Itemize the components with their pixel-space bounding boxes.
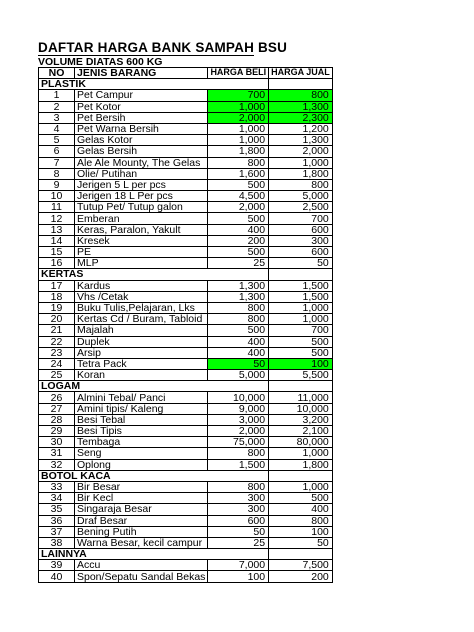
table-row bbox=[39, 426, 333, 437]
table-row bbox=[39, 437, 333, 448]
category-empty-cell bbox=[208, 470, 269, 481]
buy-price: 1,500 bbox=[208, 459, 269, 470]
table-row bbox=[39, 258, 333, 269]
buy-price: 2,000 bbox=[208, 202, 269, 213]
table-row bbox=[39, 314, 333, 325]
table-row bbox=[39, 112, 333, 123]
sell-price: 100 bbox=[269, 358, 333, 369]
sell-price: 800 bbox=[269, 515, 333, 526]
item-name: Besi Tebal bbox=[75, 414, 208, 425]
table-header-row bbox=[39, 68, 333, 79]
item-name: Vhs /Cetak bbox=[75, 291, 208, 302]
row-number: 28 bbox=[39, 414, 75, 425]
item-name: Majalah bbox=[75, 325, 208, 336]
buy-price: 1,000 bbox=[208, 123, 269, 134]
buy-price: 1,000 bbox=[208, 135, 269, 146]
row-number: 2 bbox=[39, 101, 75, 112]
item-name: Amini tipis/ Kaleng bbox=[75, 403, 208, 414]
row-number: 10 bbox=[39, 191, 75, 202]
buy-price: 400 bbox=[208, 224, 269, 235]
item-name: MLP bbox=[75, 258, 208, 269]
buy-price: 4,500 bbox=[208, 191, 269, 202]
row-number: 32 bbox=[39, 459, 75, 470]
sell-price: 600 bbox=[269, 224, 333, 235]
category-row bbox=[39, 549, 333, 560]
buy-price: 300 bbox=[208, 504, 269, 515]
item-name: Jerigen 5 L per pcs bbox=[75, 179, 208, 190]
sell-price: 700 bbox=[269, 213, 333, 224]
row-number: 38 bbox=[39, 537, 75, 548]
header-item: JENIS BARANG bbox=[75, 68, 208, 79]
item-name: Duplek bbox=[75, 336, 208, 347]
table-row bbox=[39, 291, 333, 302]
item-name: Oplong bbox=[75, 459, 208, 470]
row-number: 14 bbox=[39, 235, 75, 246]
sell-price: 5,000 bbox=[269, 191, 333, 202]
header-no: NO bbox=[39, 68, 75, 79]
buy-price: 1,300 bbox=[208, 291, 269, 302]
sell-price: 300 bbox=[269, 235, 333, 246]
table-row bbox=[39, 347, 333, 358]
buy-price: 400 bbox=[208, 336, 269, 347]
item-name: Pet Bersih bbox=[75, 112, 208, 123]
table-row bbox=[39, 336, 333, 347]
table-row bbox=[39, 370, 333, 381]
row-number: 5 bbox=[39, 135, 75, 146]
table-row bbox=[39, 90, 333, 101]
sell-price: 1,500 bbox=[269, 280, 333, 291]
row-number: 3 bbox=[39, 112, 75, 123]
buy-price: 1,300 bbox=[208, 280, 269, 291]
row-number: 24 bbox=[39, 358, 75, 369]
item-name: Kresek bbox=[75, 235, 208, 246]
item-name: Keras, Paralon, Yakult bbox=[75, 224, 208, 235]
category-label: PLASTIK bbox=[39, 79, 208, 90]
sell-price: 2,000 bbox=[269, 146, 333, 157]
sell-price: 200 bbox=[269, 571, 333, 582]
buy-price: 50 bbox=[208, 358, 269, 369]
row-number: 16 bbox=[39, 258, 75, 269]
sell-price: 1,800 bbox=[269, 459, 333, 470]
category-empty-cell bbox=[269, 470, 333, 481]
buy-price: 5,000 bbox=[208, 370, 269, 381]
buy-price: 3,000 bbox=[208, 414, 269, 425]
category-empty-cell bbox=[208, 269, 269, 280]
row-number: 11 bbox=[39, 202, 75, 213]
sell-price: 50 bbox=[269, 258, 333, 269]
sell-price: 1,300 bbox=[269, 135, 333, 146]
buy-price: 50 bbox=[208, 526, 269, 537]
item-name: Kardus bbox=[75, 280, 208, 291]
sell-price: 600 bbox=[269, 247, 333, 258]
item-name: Pet Campur bbox=[75, 90, 208, 101]
buy-price: 300 bbox=[208, 493, 269, 504]
item-name: Pet Warna Bersih bbox=[75, 123, 208, 134]
table-row bbox=[39, 515, 333, 526]
row-number: 30 bbox=[39, 437, 75, 448]
item-name: Pet Kotor bbox=[75, 101, 208, 112]
category-label: BOTOL KACA bbox=[39, 470, 208, 481]
table-row bbox=[39, 526, 333, 537]
table-row bbox=[39, 571, 333, 582]
page-subtitle: VOLUME DIATAS 600 KG bbox=[38, 56, 163, 68]
row-number: 34 bbox=[39, 493, 75, 504]
item-name: Almini Tebal/ Panci bbox=[75, 392, 208, 403]
category-empty-cell bbox=[208, 549, 269, 560]
buy-price: 25 bbox=[208, 258, 269, 269]
category-empty-cell bbox=[269, 269, 333, 280]
table-row bbox=[39, 403, 333, 414]
row-number: 13 bbox=[39, 224, 75, 235]
row-number: 15 bbox=[39, 247, 75, 258]
buy-price: 800 bbox=[208, 302, 269, 313]
table-row bbox=[39, 448, 333, 459]
row-number: 17 bbox=[39, 280, 75, 291]
buy-price: 7,000 bbox=[208, 560, 269, 571]
row-number: 29 bbox=[39, 426, 75, 437]
sell-price: 1,500 bbox=[269, 291, 333, 302]
item-name: Warna Besar, kecil campur bbox=[75, 537, 208, 548]
buy-price: 25 bbox=[208, 537, 269, 548]
table-row bbox=[39, 537, 333, 548]
buy-price: 1,800 bbox=[208, 146, 269, 157]
category-label: LAINNYA bbox=[39, 549, 208, 560]
category-row bbox=[39, 470, 333, 481]
row-number: 27 bbox=[39, 403, 75, 414]
row-number: 9 bbox=[39, 179, 75, 190]
item-name: Besi Tipis bbox=[75, 426, 208, 437]
table-row bbox=[39, 504, 333, 515]
table-row bbox=[39, 213, 333, 224]
item-name: Emberan bbox=[75, 213, 208, 224]
buy-price: 600 bbox=[208, 515, 269, 526]
sell-price: 1,000 bbox=[269, 481, 333, 492]
sell-price: 1,300 bbox=[269, 101, 333, 112]
table-row bbox=[39, 224, 333, 235]
sell-price: 1,000 bbox=[269, 314, 333, 325]
price-table-body bbox=[39, 68, 333, 583]
row-number: 12 bbox=[39, 213, 75, 224]
sell-price: 1,800 bbox=[269, 168, 333, 179]
row-number: 33 bbox=[39, 481, 75, 492]
header-sell-price: HARGA JUAL bbox=[269, 68, 333, 79]
item-name: Tembaga bbox=[75, 437, 208, 448]
sell-price: 3,200 bbox=[269, 414, 333, 425]
row-number: 35 bbox=[39, 504, 75, 515]
category-empty-cell bbox=[269, 549, 333, 560]
row-number: 36 bbox=[39, 515, 75, 526]
category-empty-cell bbox=[269, 381, 333, 392]
item-name: Buku Tulis,Pelajaran, Lks bbox=[75, 302, 208, 313]
row-number: 20 bbox=[39, 314, 75, 325]
table-row bbox=[39, 123, 333, 134]
table-row bbox=[39, 202, 333, 213]
item-name: Olie/ Putihan bbox=[75, 168, 208, 179]
table-row bbox=[39, 179, 333, 190]
table-row bbox=[39, 247, 333, 258]
table-row bbox=[39, 358, 333, 369]
item-name: Arsip bbox=[75, 347, 208, 358]
page-title: DAFTAR HARGA BANK SAMPAH BSU bbox=[38, 40, 288, 55]
price-table bbox=[38, 67, 333, 583]
row-number: 22 bbox=[39, 336, 75, 347]
row-number: 4 bbox=[39, 123, 75, 134]
sell-price: 1,000 bbox=[269, 157, 333, 168]
sell-price: 1,000 bbox=[269, 448, 333, 459]
item-name: Draf Besar bbox=[75, 515, 208, 526]
row-number: 37 bbox=[39, 526, 75, 537]
item-name: Tutup Pet/ Tutup galon bbox=[75, 202, 208, 213]
buy-price: 800 bbox=[208, 448, 269, 459]
sell-price: 1,000 bbox=[269, 302, 333, 313]
buy-price: 800 bbox=[208, 314, 269, 325]
table-row bbox=[39, 459, 333, 470]
buy-price: 500 bbox=[208, 247, 269, 258]
category-label: LOGAM bbox=[39, 381, 208, 392]
category-row bbox=[39, 79, 333, 90]
sell-price: 800 bbox=[269, 90, 333, 101]
table-row bbox=[39, 392, 333, 403]
item-name: Bir Kecl bbox=[75, 493, 208, 504]
buy-price: 9,000 bbox=[208, 403, 269, 414]
sell-price: 500 bbox=[269, 336, 333, 347]
table-row bbox=[39, 235, 333, 246]
buy-price: 500 bbox=[208, 179, 269, 190]
item-name: Gelas Kotor bbox=[75, 135, 208, 146]
item-name: Koran bbox=[75, 370, 208, 381]
sell-price: 2,100 bbox=[269, 426, 333, 437]
category-row bbox=[39, 269, 333, 280]
table-row bbox=[39, 168, 333, 179]
item-name: Gelas Bersih bbox=[75, 146, 208, 157]
table-row bbox=[39, 302, 333, 313]
buy-price: 700 bbox=[208, 90, 269, 101]
row-number: 23 bbox=[39, 347, 75, 358]
item-name: Ale Ale Mounty, The Gelas bbox=[75, 157, 208, 168]
item-name: Jerigen 18 L Per pcs bbox=[75, 191, 208, 202]
sell-price: 700 bbox=[269, 325, 333, 336]
row-number: 6 bbox=[39, 146, 75, 157]
category-empty-cell bbox=[208, 79, 269, 90]
item-name: Bening Putih bbox=[75, 526, 208, 537]
buy-price: 800 bbox=[208, 157, 269, 168]
table-row bbox=[39, 191, 333, 202]
table-row bbox=[39, 325, 333, 336]
item-name: Seng bbox=[75, 448, 208, 459]
buy-price: 100 bbox=[208, 571, 269, 582]
buy-price: 800 bbox=[208, 481, 269, 492]
category-empty-cell bbox=[208, 381, 269, 392]
sell-price: 1,200 bbox=[269, 123, 333, 134]
buy-price: 400 bbox=[208, 347, 269, 358]
row-number: 31 bbox=[39, 448, 75, 459]
header-buy-price: HARGA BELI bbox=[208, 68, 269, 79]
category-row bbox=[39, 381, 333, 392]
row-number: 40 bbox=[39, 571, 75, 582]
buy-price: 75,000 bbox=[208, 437, 269, 448]
buy-price: 2,000 bbox=[208, 426, 269, 437]
row-number: 19 bbox=[39, 302, 75, 313]
table-row bbox=[39, 280, 333, 291]
category-empty-cell bbox=[269, 79, 333, 90]
buy-price: 2,000 bbox=[208, 112, 269, 123]
category-label: KERTAS bbox=[39, 269, 208, 280]
buy-price: 200 bbox=[208, 235, 269, 246]
sell-price: 400 bbox=[269, 504, 333, 515]
table-row bbox=[39, 560, 333, 571]
table-row bbox=[39, 481, 333, 492]
row-number: 25 bbox=[39, 370, 75, 381]
sell-price: 500 bbox=[269, 493, 333, 504]
table-row bbox=[39, 493, 333, 504]
sell-price: 5,500 bbox=[269, 370, 333, 381]
row-number: 1 bbox=[39, 90, 75, 101]
item-name: Singaraja Besar bbox=[75, 504, 208, 515]
item-name: Kertas Cd / Buram, Tabloid bbox=[75, 314, 208, 325]
item-name: PE bbox=[75, 247, 208, 258]
table-row bbox=[39, 146, 333, 157]
row-number: 7 bbox=[39, 157, 75, 168]
item-name: Tetra Pack bbox=[75, 358, 208, 369]
row-number: 39 bbox=[39, 560, 75, 571]
buy-price: 500 bbox=[208, 325, 269, 336]
sell-price: 11,000 bbox=[269, 392, 333, 403]
sell-price: 100 bbox=[269, 526, 333, 537]
row-number: 8 bbox=[39, 168, 75, 179]
row-number: 18 bbox=[39, 291, 75, 302]
row-number: 21 bbox=[39, 325, 75, 336]
sell-price: 50 bbox=[269, 537, 333, 548]
sell-price: 10,000 bbox=[269, 403, 333, 414]
item-name: Accu bbox=[75, 560, 208, 571]
item-name: Spon/Sepatu Sandal Bekas bbox=[75, 571, 208, 582]
sell-price: 800 bbox=[269, 179, 333, 190]
table-row bbox=[39, 414, 333, 425]
buy-price: 1,600 bbox=[208, 168, 269, 179]
buy-price: 1,000 bbox=[208, 101, 269, 112]
table-row bbox=[39, 135, 333, 146]
table-row bbox=[39, 101, 333, 112]
buy-price: 500 bbox=[208, 213, 269, 224]
sell-price: 7,500 bbox=[269, 560, 333, 571]
sell-price: 80,000 bbox=[269, 437, 333, 448]
sell-price: 2,500 bbox=[269, 202, 333, 213]
table-row bbox=[39, 157, 333, 168]
row-number: 26 bbox=[39, 392, 75, 403]
sell-price: 2,300 bbox=[269, 112, 333, 123]
buy-price: 10,000 bbox=[208, 392, 269, 403]
sell-price: 500 bbox=[269, 347, 333, 358]
item-name: Bir Besar bbox=[75, 481, 208, 492]
